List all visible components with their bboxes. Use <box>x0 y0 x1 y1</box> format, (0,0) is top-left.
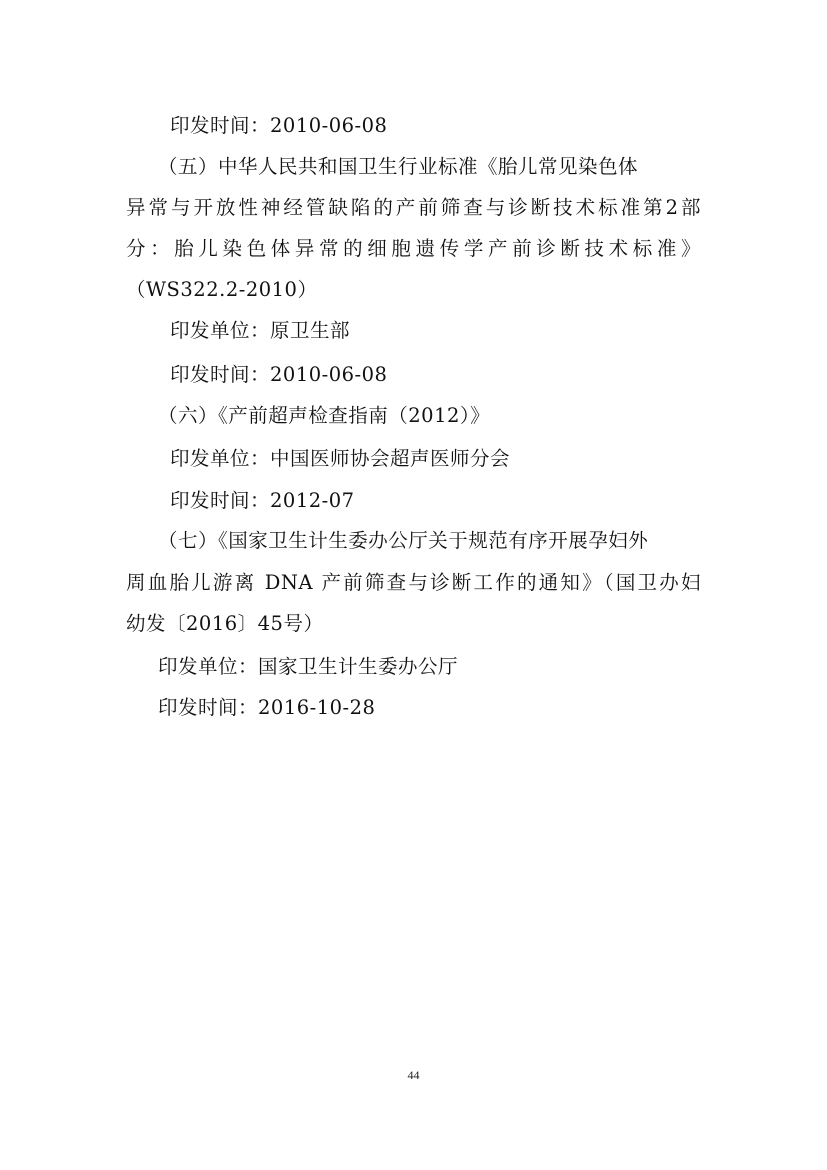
text-line: 幼发〔2016〕45号） <box>126 612 324 635</box>
text-line: 异常与开放性神经管缺陷的产前筛查与诊断技术标准第2部 <box>126 196 701 219</box>
text-line: 印发时间：2012-07 <box>170 489 355 512</box>
text-line: （六）《产前超声检查指南（2012）》 <box>158 404 491 427</box>
text-line: 印发时间：2010-06-08 <box>170 363 388 386</box>
text-line: 分：胎儿染色体异常的细胞遗传学产前诊断技术标准》 <box>126 237 701 260</box>
text-line: 印发时间：2016-10-28 <box>158 696 376 719</box>
text-line: （五）中华人民共和国卫生行业标准《胎儿常见染色体 <box>158 155 639 178</box>
text-line: 周血胎儿游离 DNA 产前筛查与诊断工作的通知》（国卫办妇 <box>126 571 701 594</box>
text-line: （WS322.2-2010） <box>126 278 318 301</box>
text-line: （七）《国家卫生计生委办公厅关于规范有序开展孕妇外 <box>158 529 649 552</box>
text-line: 印发单位：国家卫生计生委办公厅 <box>158 655 459 678</box>
page-number: 44 <box>407 1068 420 1082</box>
text-line: 印发单位：中国医师协会超声医师分会 <box>170 447 511 470</box>
text-line: 印发单位：原卫生部 <box>170 319 351 342</box>
text-line: 印发时间：2010-06-08 <box>170 114 388 137</box>
